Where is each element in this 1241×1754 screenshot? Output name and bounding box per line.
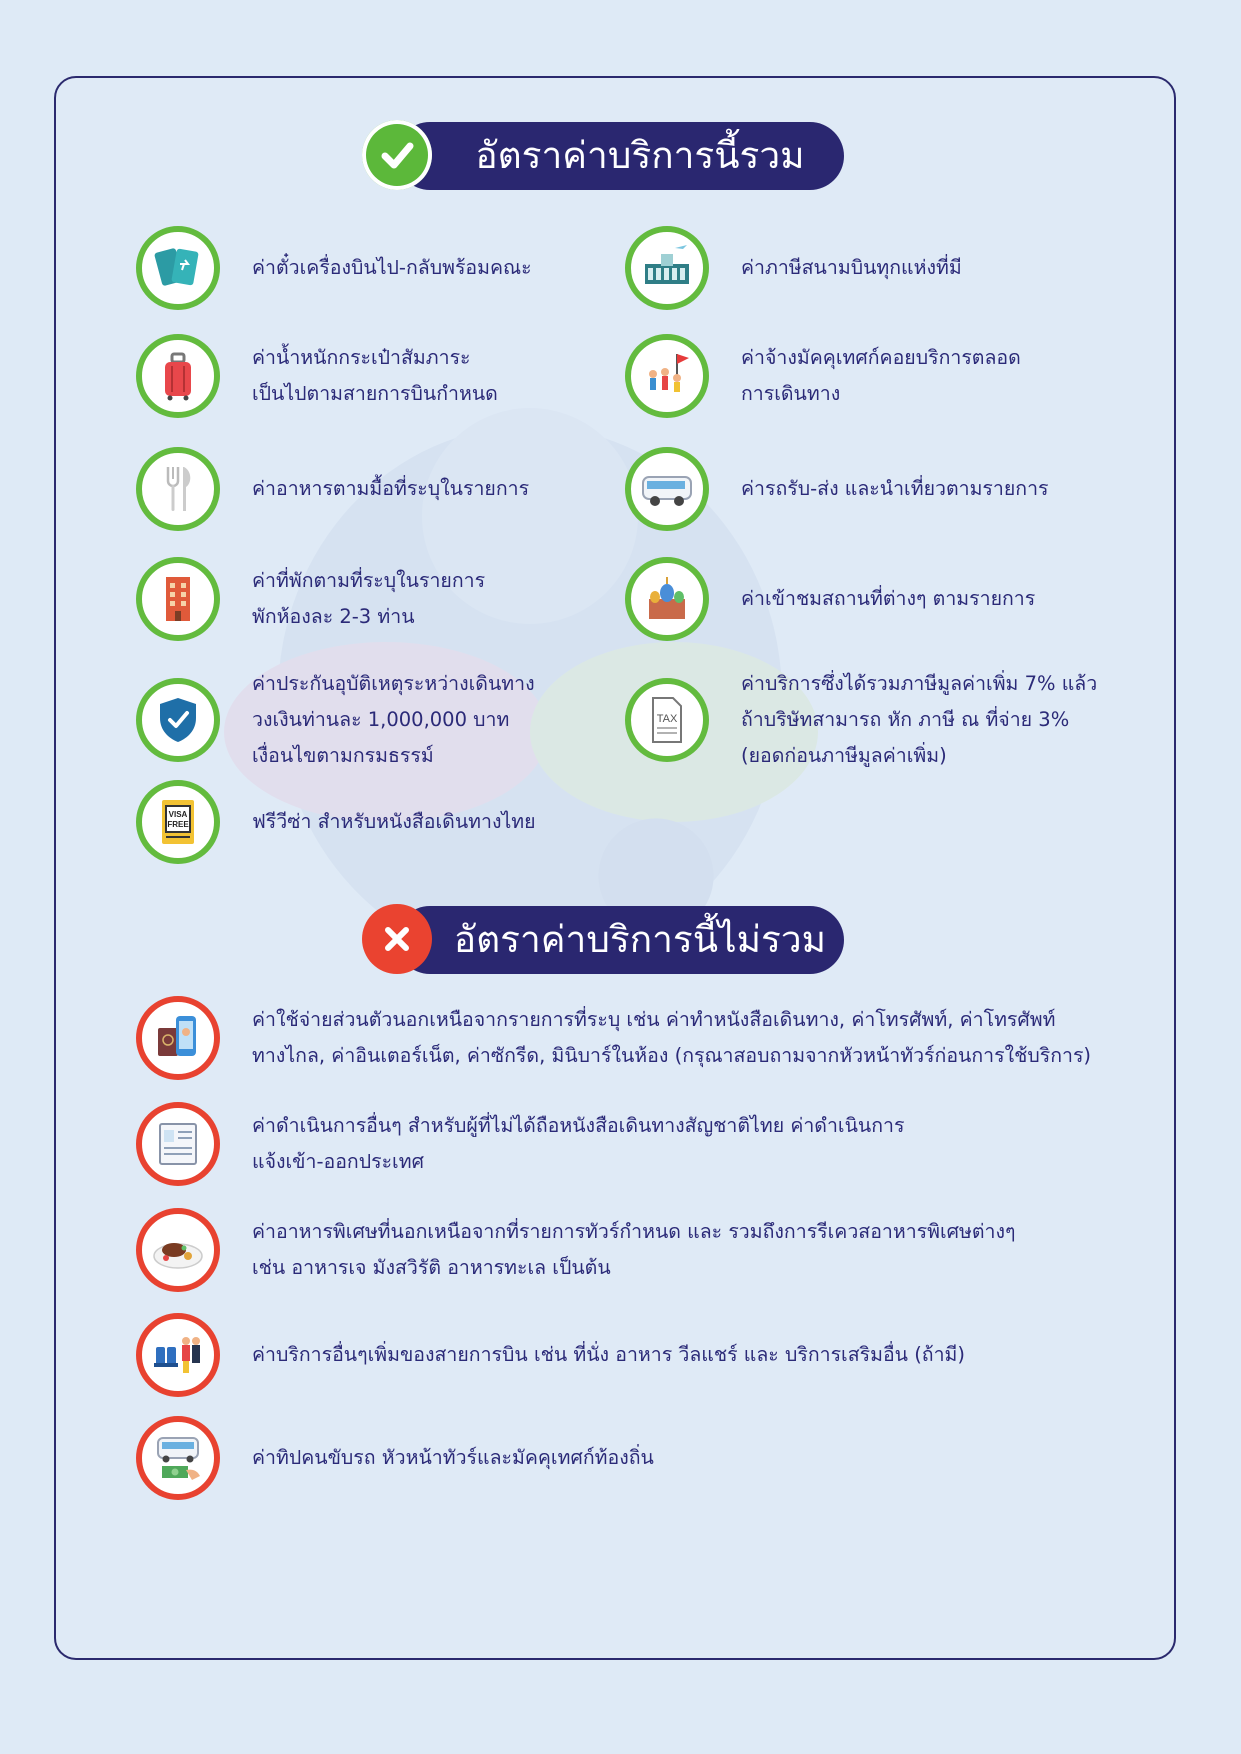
excluded-item: ค่าใช้จ่ายส่วนตัวนอกเหนือจากรายการที่ระบุ เช่น ค่าทำหนังสือเดินทาง, ค่าโทรศัพท์, ค่าโทรศัพท์ ทางไกล, ค่าอินเตอร์เน็ต, ค่าซักรีด, มินิบาร์ในห้อง (กรุณาสอบถามจากหัวหน้าทัวร์ก่อนการใช้บริการ) [136,996,1091,1080]
included-item: ค่าน้ำหนักกระเป๋าสัมภาระ เป็นไปตามสายการบินกำหนด [136,334,498,418]
svg-text:FREE: FREE [167,820,189,829]
included-item: ค่าตั๋วเครื่องบินไป-กลับพร้อมคณะ [136,226,532,310]
excluded-title: อัตราค่าบริการนี้ไม่รวม [396,906,844,974]
visa-free-icon [136,780,220,864]
included-item: ค่าจ้างมัคคุเทศก์คอยบริการตลอด การเดินทาง [625,334,1021,418]
included-item: VISA FREE ฟรีวีซ่า สำหรับหนังสือเดินทางไทย [136,780,536,864]
included-item: ค่าประกันอุบัติเหตุระหว่างเดินทาง วงเงินท่านละ 1,000,000 บาท เงื่อนไขตามกรมธรรม์ [136,666,535,774]
luggage-icon [136,334,220,418]
excluded-item: ค่าดำเนินการอื่นๆ สำหรับผู้ที่ไม่ได้ถือหนังสือเดินทางสัญชาติไทย ค่าดำเนินการ แจ้งเข้า-ออกประเทศ [136,1102,904,1186]
hotel-icon [136,557,220,641]
included-item: ค่ารถรับ-ส่ง และนำเที่ยวตามรายการ [625,447,1049,531]
special-meal-icon [136,1208,220,1292]
included-item: ค่าอาหารตามมื้อที่ระบุในรายการ [136,447,529,531]
checkmark-icon [362,120,432,190]
plane-ticket-icon [136,226,220,310]
included-item: TAX ค่าบริการซึ่งได้รวมภาษีมูลค่าเพิ่ม 7% แล้ว ถ้าบริษัทสามารถ หัก ภาษี ณ ที่จ่าย 3% (ยอดก่อนภาษีมูลค่าเพิ่ม) [625,666,1097,774]
document-form-icon [136,1102,220,1186]
airport-icon [625,226,709,310]
excluded-item: ค่าบริการอื่นๆเพิ่มของสายการบิน เช่น ที่นั่ง อาหาร วีลแชร์ และ บริการเสริมอื่น (ถ้ามี) [136,1313,965,1397]
fork-knife-icon [136,447,220,531]
tax-document-icon [625,678,709,762]
excluded-item: ค่าทิปคนขับรถ หัวหน้าทัวร์และมัคคุเทศก์ท้องถิ่น [136,1416,654,1500]
bus-icon [625,447,709,531]
excluded-item: ค่าอาหารพิเศษที่นอกเหนือจากที่รายการทัวร์กำหนด และ รวมถึงการรีเควสอาหารพิเศษต่างๆ เช่น อาหารเจ มังสวิรัติ อาหารทะเล เป็นต้น [136,1208,1016,1292]
landmark-icon [625,557,709,641]
svg-text:TAX: TAX [656,713,678,725]
airline-seat-icon [136,1313,220,1397]
svg-text:VISA: VISA [168,810,188,819]
included-item: ค่าเข้าชมสถานที่ต่างๆ ตามรายการ [625,557,1035,641]
included-item: ค่าที่พักตามที่ระบุในรายการ พักห้องละ 2-3 ท่าน [136,557,485,641]
passport-phone-icon [136,996,220,1080]
included-title: อัตราค่าบริการนี้รวม [396,122,844,190]
tour-guide-icon [625,334,709,418]
included-item: ค่าภาษีสนามบินทุกแห่งที่มี [625,226,962,310]
cross-icon [362,904,432,974]
tip-money-icon [136,1416,220,1500]
insurance-shield-icon [136,678,220,762]
